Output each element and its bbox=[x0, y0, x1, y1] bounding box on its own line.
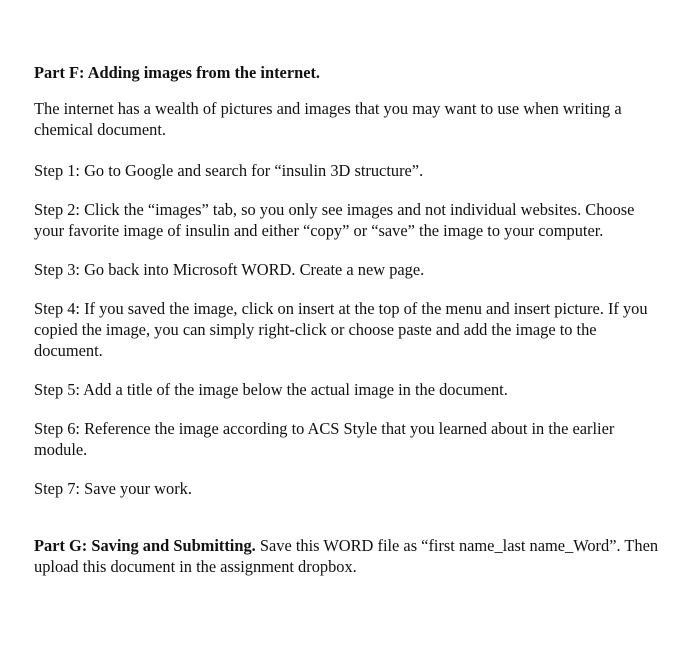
step-1: Step 1: Go to Google and search for “insulin 3D structure”. bbox=[34, 161, 424, 180]
step-7: Step 7: Save your work. bbox=[34, 479, 192, 498]
step-4: Step 4: If you saved the image, click on insert at the top of the menu and insert picture. If you copied the image, you can simply right-click or choose paste and add the image to the document. bbox=[34, 299, 648, 360]
part-g-body: Save this WORD file as “first name_last name_Word”. Then upload this document in the assignment dropbox. bbox=[34, 536, 659, 576]
step-2: Step 2: Click the “images” tab, so you only see images and not individual websites. Choose your favorite image of insulin and either “copy” or “save” the image to your computer. bbox=[34, 200, 635, 240]
part-f-intro: The internet has a wealth of pictures and images that you may want to use when writing a chemical document. bbox=[34, 99, 622, 139]
part-g-heading: Part G: Saving and Submitting. bbox=[34, 536, 256, 555]
step-5: Step 5: Add a title of the image below the actual image in the document. bbox=[34, 380, 508, 399]
part-g-paragraph bbox=[34, 535, 664, 577]
step-3: Step 3: Go back into Microsoft WORD. Create a new page. bbox=[34, 260, 425, 279]
step-6: Step 6: Reference the image according to ACS Style that you learned about in the earlier module. bbox=[34, 419, 615, 459]
document-page bbox=[34, 62, 664, 595]
part-f-heading: Part F: Adding images from the internet. bbox=[34, 63, 321, 82]
